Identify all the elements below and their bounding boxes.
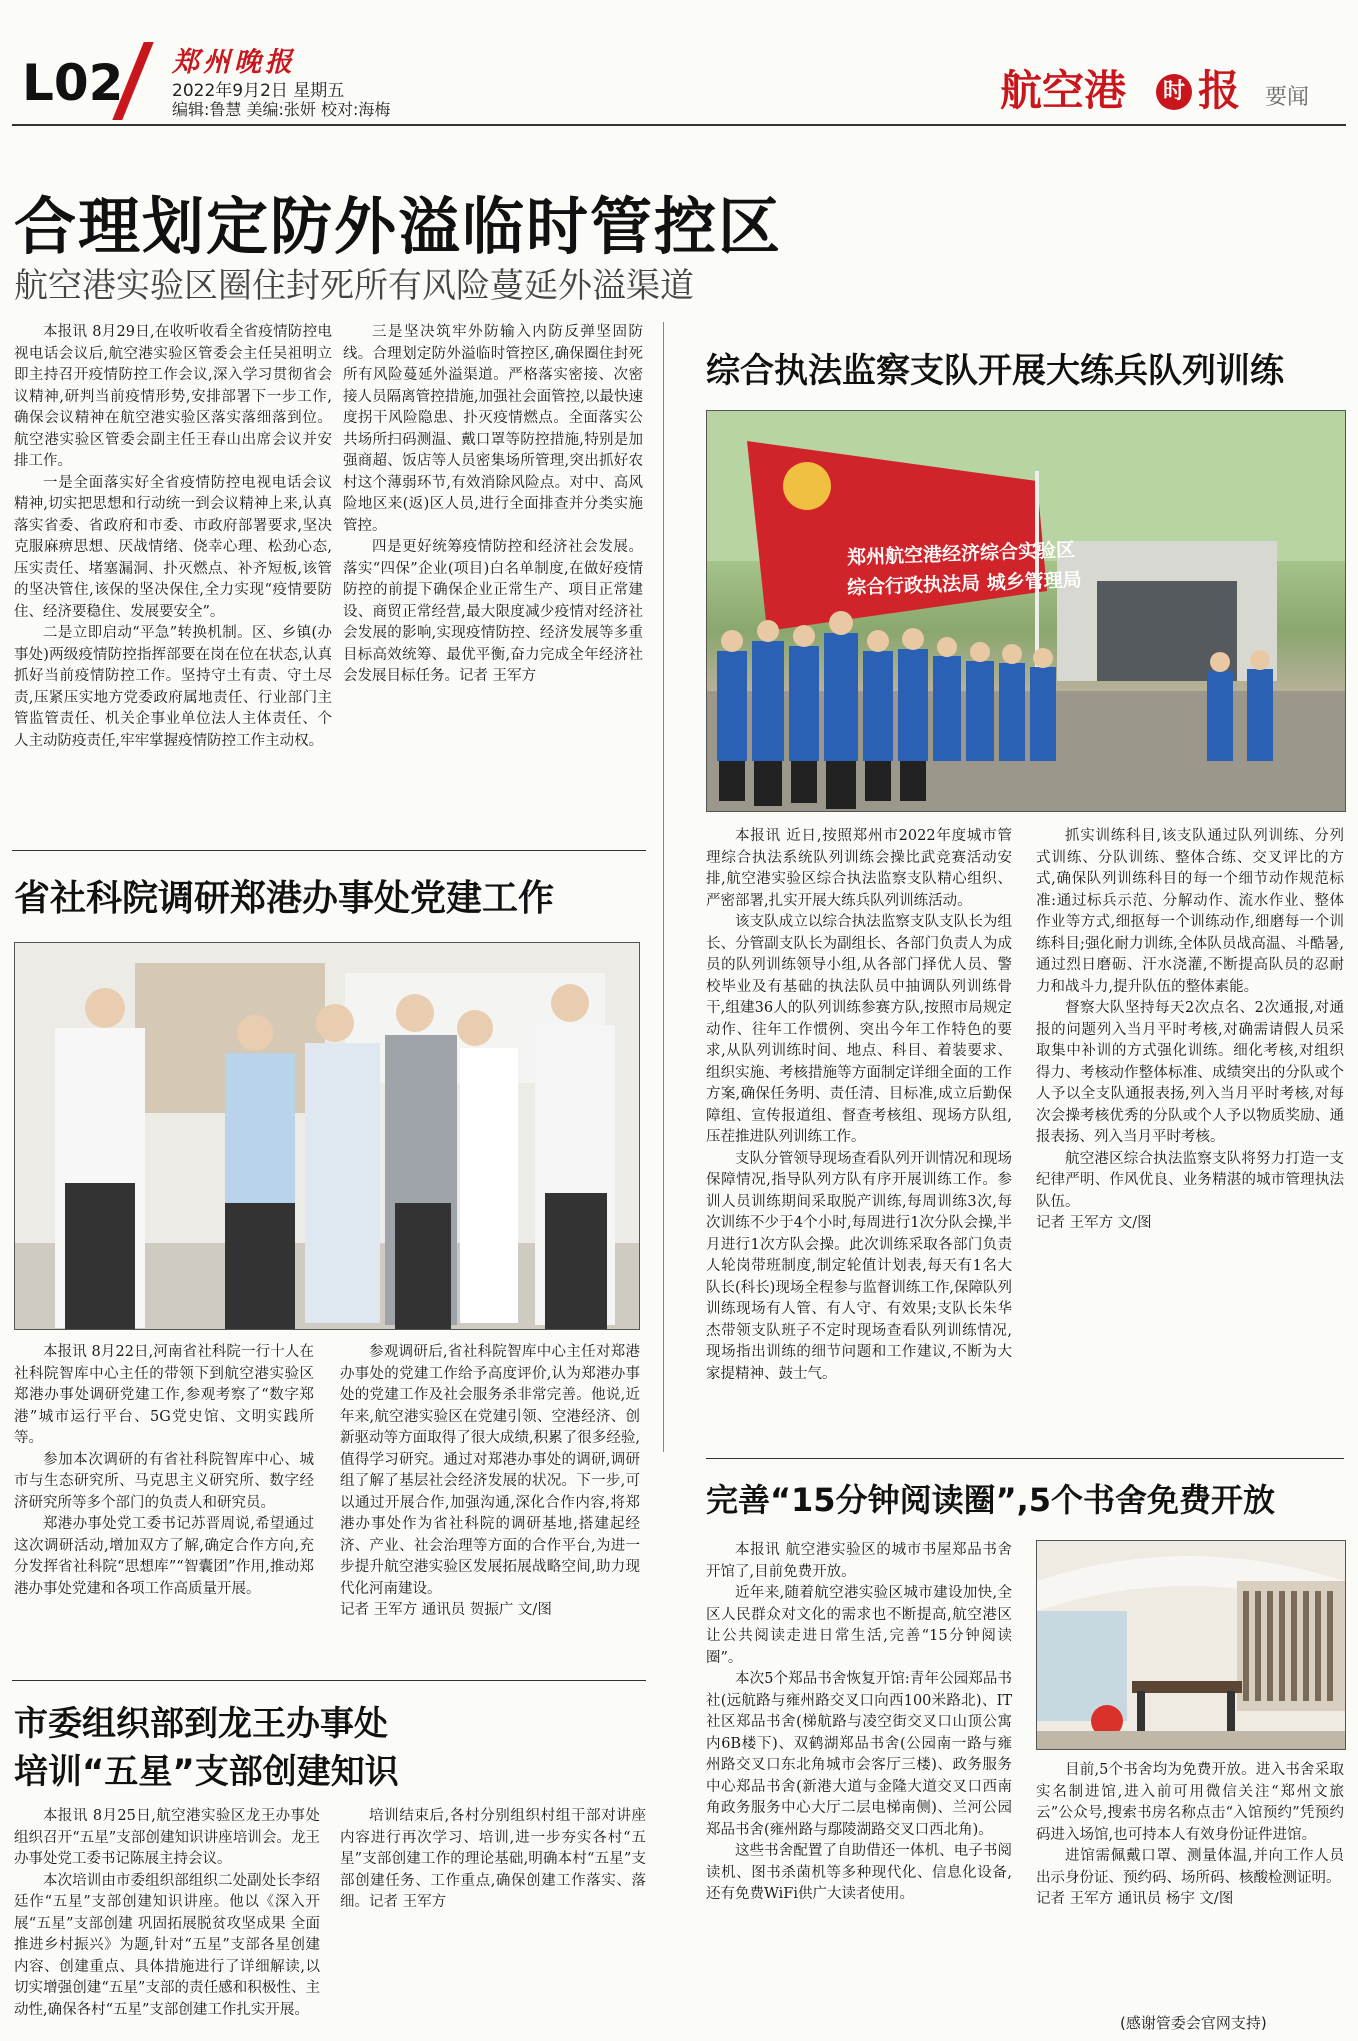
masthead [0, 0, 1358, 120]
masthead-rule [12, 124, 1346, 126]
brand-mid: 时 [1162, 79, 1185, 104]
article4-para: 本报讯 8月25日,航空港实验区龙王办事处组织召开“五星”支部创建知识讲座培训会。龙王办事处党工委书记陈展主持会议。 [14, 1808, 320, 1867]
article4-para: 本次培训由市委组织部组织二处副处长李绍廷作“五星”支部创建知识讲座。他以《深入开展“五星”支部创建 巩固拓展脱贫攻坚成果 全面推进乡村振兴》为题,针对“五星”支部各星创建内容、创建重点、具体措施进行了详细解读,以切实增强创建“五星”支部的责任感和积极性、主动性,确保各村“五星”支部创建工作扎实开展。 [14, 1872, 320, 2018]
article3-byline: 记者 王军方 通讯员 贺振广 文/图 [340, 1602, 552, 1618]
article5-para: 本次5个郑品书舍恢复开馆:青年公园郑品书社(远航路与雍州路交叉口向西100米路北)、IT社区郑品书舍(梯航路与凌空街交叉口山顶公寓内6B楼下)、双鹤湖郑品书舍(公园南一路与雍州路交叉口东北角城市会客厅三楼)、政务服务中心郑品书舍(新港大道与金隆大道交叉口西南角政务服务中心大厅二层电梯南侧)、兰河公园郑品书舍(雍州路与鄢陵湖路交叉口西北角)。 [706, 1671, 1012, 1838]
article5-para: 近年来,随着航空港实验区城市建设加快,全区人民群众对文化的需求也不断提高,航空港区让公共阅读走进日常生活,完善“15分钟阅读圈”。 [706, 1585, 1012, 1666]
article5-byline: 记者 王军方 通讯员 杨宇 文/图 [1036, 1891, 1234, 1907]
article2-byline: 记者 王军方 文/图 [1036, 1215, 1152, 1231]
article1-para: 四是更好统筹疫情防控和经济社会发展。落实“四保”企业(项目)白名单制度,在做好疫情防控的前提下确保企业正常生产、项目正常建设、商贸正常经营,最大限度减少疫情对经济社会发展的影响,实现疫情防控、经济发展等多重目标高效统筹、最优平衡,奋力完成全年经济社会发展目标任务。记者 王军方 [343, 539, 643, 684]
article5-para: 这些书舍配置了自助借还一体机、电子书阅读机、图书杀菌机等多种现代化、信息化设备,还有免费WiFi供广大读者使用。 [706, 1843, 1012, 1902]
article5-para: 目前,5个书舍均为免费开放。进入书舍采取实名制进馆,进入前可用微信关注“郑州文旅云”公众号,搜索书房名称点击“入馆预约”凭预约码进入场馆,也可持本人有效身份证件进馆。 [1036, 1762, 1344, 1843]
divider-a3-a4 [12, 1680, 646, 1681]
article2-col1 [706, 826, 1012, 1448]
article5-para: 进馆需佩戴口罩、测量体温,并向工作人员出示身份证、预约码、场所码、核酸检测证明。 [1036, 1848, 1344, 1886]
article5-col2 [1036, 1760, 1344, 2006]
article1-para: 一是全面落实好全省疫情防控电视电话会议精神,切实把思想和行动统一到会议精神上来,认真落实省委、省政府和市委、市政府部署要求,坚决克服麻痹思想、厌战情绪、侥幸心理、松劲心态,压实责任、堵塞漏洞、扑灭燃点、补齐短板,该管的坚决管住,该保的坚决保住,全力实现“疫情要防住、经济要稳住、发展要安全”。 [14, 474, 332, 620]
article2-para: 该支队成立以综合执法监察支队支队长为组长、分管副支队长为副组长、各部门负责人为成员的队列训练领导小组,从各部门择优人员、警校毕业及有基础的执法队员中抽调队列训练骨干,组建36人的队列训练参赛方队,按照市局规定动作、往年工作惯例、突出今年工作特色的要求,从队列训练时间、地点、科目、着装要求、组织实施、考核措施等方面制定详细全面的工作方案,确保任务明、责任清、目标准,成立后勤保障组、宣传报道组、督查考核组、现场方队组,压茬推进队列训练工作。 [706, 914, 1012, 1145]
article3-para: 参观调研后,省社科院智库中心主任对郑港办事处的党建工作给予高度评价,认为郑港办事处的党建工作及社会服务杀非常完善。他说,近年来,航空港实验区在党建引领、空港经济、创新驱动等方面取得了很大成绩,积累了很多经验,值得学习研究。通过对郑港办事处的调研,调研组了解了基层社会经济发展的状况。下一步,可以通过开展合作,加强沟通,深化合作内容,将郑港办事处作为省社科院的调研基地,搭建起经济、产业、社会治理等方面的合作平台,为进一步提升航空港实验区发展拓展战略空间,助力现代化河南建设。 [340, 1344, 640, 1597]
section-label: 要闻 [1265, 85, 1310, 110]
article1-subtitle: 航空港实验区圈住封死所有风险蔓延外溢渠道 [14, 266, 694, 306]
article1-col1 [14, 322, 332, 844]
article4-col2 [340, 1806, 646, 2024]
article3-col2 [340, 1342, 640, 1664]
article5-col1 [706, 1540, 1012, 2010]
brand-left: 航空港 [1000, 66, 1127, 115]
paper-name-logo: 郑州晚报 [172, 47, 296, 78]
article2-para: 本报讯 近日,按照郑州市2022年度城市管理综合执法系统队列训练会操比武竞赛活动安排,航空港实验区综合执法监察支队精心组织、严密部署,扎实开展大练兵队列训练活动。 [706, 828, 1012, 909]
article2-para: 航空港区综合执法监察支队将努力打造一支纪律严明、作风优良、业务精湛的城市管理执法队伍。 [1036, 1150, 1344, 1210]
article1-para: 三是坚决筑牢外防输入内防反弹坚固防线。合理划定防外溢临时管控区,确保圈住封死所有风险蔓延外溢渠道。严格落实密接、次密接人员隔离管控措施,加强社会面管控,以最快速度拐干风险隐患、扑灭疫情燃点。全面落实公共场所扫码测温、戴口罩等防控措施,特别是加强商超、饭店等人员密集场所管理,突出抓好农村这个薄弱环节,有效消除风险点。对中、高风险地区来(返)区人员,进行全面排查并分类实施管控。 [343, 324, 643, 534]
research-visit-image [15, 943, 639, 1329]
page-code: L02 [22, 54, 124, 112]
brand-circle-icon [1156, 74, 1192, 110]
divider-a1-a3 [12, 850, 646, 851]
issue-date: 2022年9月2日 星期五 [172, 81, 345, 101]
article4-title-line2: 培训“五星”支部创建知识 [14, 1752, 399, 1792]
divider-a2-a5 [706, 1458, 1344, 1459]
article3-para: 本报讯 8月22日,河南省社科院一行十人在社科院智库中心主任的带领下到航空港实验区郑港办事处调研党建工作,参观考察了“数字郑港”城市运行平台、5G党史馆、文明实践所等。 [14, 1344, 314, 1446]
article3-para: 参加本次调研的有省社科院智库中心、城市与生态研究所、马克思主义研究所、数字经济研究所等多个部门的负责人和研究员。 [14, 1451, 314, 1511]
article1-para: 二是立即启动“平急”转换机制。区、乡镇(办事处)两级疫情防控指挥部要在岗在位在状态,认真抓好当前疫情防控工作。坚持守土有责、守土尽责,压紧压实地方党委政府属地责任、行业部门主管监管责任、机关企事业单位法人主体责任、个人主动防疫责任,牢牢掌握疫情防控工作主动权。 [14, 625, 332, 749]
article3-photo [14, 942, 640, 1330]
column-divider [663, 322, 664, 1452]
article5-para: 本报讯 航空港实验区的城市书屋郑品书舍开馆了,目前免费开放。 [706, 1542, 1012, 1580]
article1-col2 [343, 322, 643, 844]
article3-para: 郑港办事处党工委书记苏晋周说,希望通过这次调研活动,增加双方了解,确定合作方向,充分发挥省社科院“思想库”“智囊团”作用,推动郑港办事处党建和各项工作高质量开展。 [14, 1516, 314, 1597]
bookstore-interior-image [1037, 1541, 1345, 1749]
article4-title-line1: 市委组织部到龙王办事处 [14, 1704, 388, 1744]
article5-photo [1036, 1540, 1346, 1750]
article3-title: 省社科院调研郑港办事处党建工作 [14, 878, 555, 919]
article2-photo [706, 410, 1346, 812]
article3-col1 [14, 1342, 314, 1664]
editor-credits: 编辑:鲁慧 美编:张妍 校对:海梅 [172, 100, 391, 119]
uniformed-officers-figures [707, 611, 1345, 811]
article4-col1 [14, 1806, 320, 2024]
banner-text-2: 综合行政执法局 城乡管理局 [846, 568, 1082, 600]
article2-para: 支队分管领导现场查看队列开训情况和现场保障情况,指导队列方队有序开展训练工作。参训人员训练期间采取脱产训练,每周训练3次,每次训练不少于4个小时,每周进行1次分队会操,半月进行1次方队会操。此次训练采取各部门负责人轮岗带班制度,制定轮值计划表,每天有1名大队长(科长)现场全程参与监督训练工作,保障队列训练现场有人管、有人守、有效果;支队长朱华杰带领支队班子不定时现场查看队列训练情况,现场指出训练的细节问题和工作建议,不断为大家提精神、鼓士气。 [706, 1150, 1012, 1382]
article1-title: 合理划定防外溢临时管控区 [14, 190, 783, 263]
footer-credit: (感谢管委会官网支持) [1120, 2014, 1267, 2032]
brand-right: 报 [1198, 66, 1241, 115]
article4-para: 培训结束后,各村分别组织村组干部对讲座内容进行再次学习、培训,进一步夯实各村“五星”支部创建工作的理论基础,明确本村“五星”支部创建任务、工作重点,确保创建工作落实、落细。记者 王军方 [340, 1808, 646, 1910]
article2-para: 抓实训练科目,该支队通过队列训练、分列式训练、分队训练、整体合练、交叉评比的方式,确保队列训练科目的每一个细节动作规范标准:通过标兵示范、分解动作、流水作业、整体作业等方式,细抠每一个训练动作,细磨每一个训练科目;强化耐力训练,全体队员战高温、斗酷暑,通过烈日磨砺、汗水浇灌,不断提高队员的忍耐力和战斗力,提升队伍的整体素能。 [1036, 828, 1344, 995]
banner-text-1: 郑州航空港经济综合实验区 [846, 539, 1076, 569]
article1-para: 本报讯 8月29日,在收听收看全省疫情防控电视电话会议后,航空港实验区管委会主任吴祖明立即主持召开疫情防控工作会议,深入学习贯彻省会议精神,研判当前疫情形势,安排部署下一步工作,确保会议精神在航空港实验区落实落细落到位。航空港实验区管委会副主任王春山出席会议并安排工作。 [14, 324, 332, 469]
article5-title: 完善“15分钟阅读圈”,5个书舍免费开放 [706, 1481, 1276, 1519]
article2-col2 [1036, 826, 1344, 1448]
article2-para: 督察大队坚持每天2次点名、2次通报,对通报的问题列入当月平时考核,对确需请假人员采取集中补训的方式强化训练。细化考核,对组织得力、考核动作整体标准、成绩突出的分队或个人予以全支队通报表扬,列入当月平时考核,对每次会操考核优秀的分队或个人予以物质奖励、通报表扬、列入当月平时考核。 [1036, 1000, 1344, 1145]
article2-title: 综合执法监察支队开展大练兵队列训练 [706, 351, 1284, 391]
